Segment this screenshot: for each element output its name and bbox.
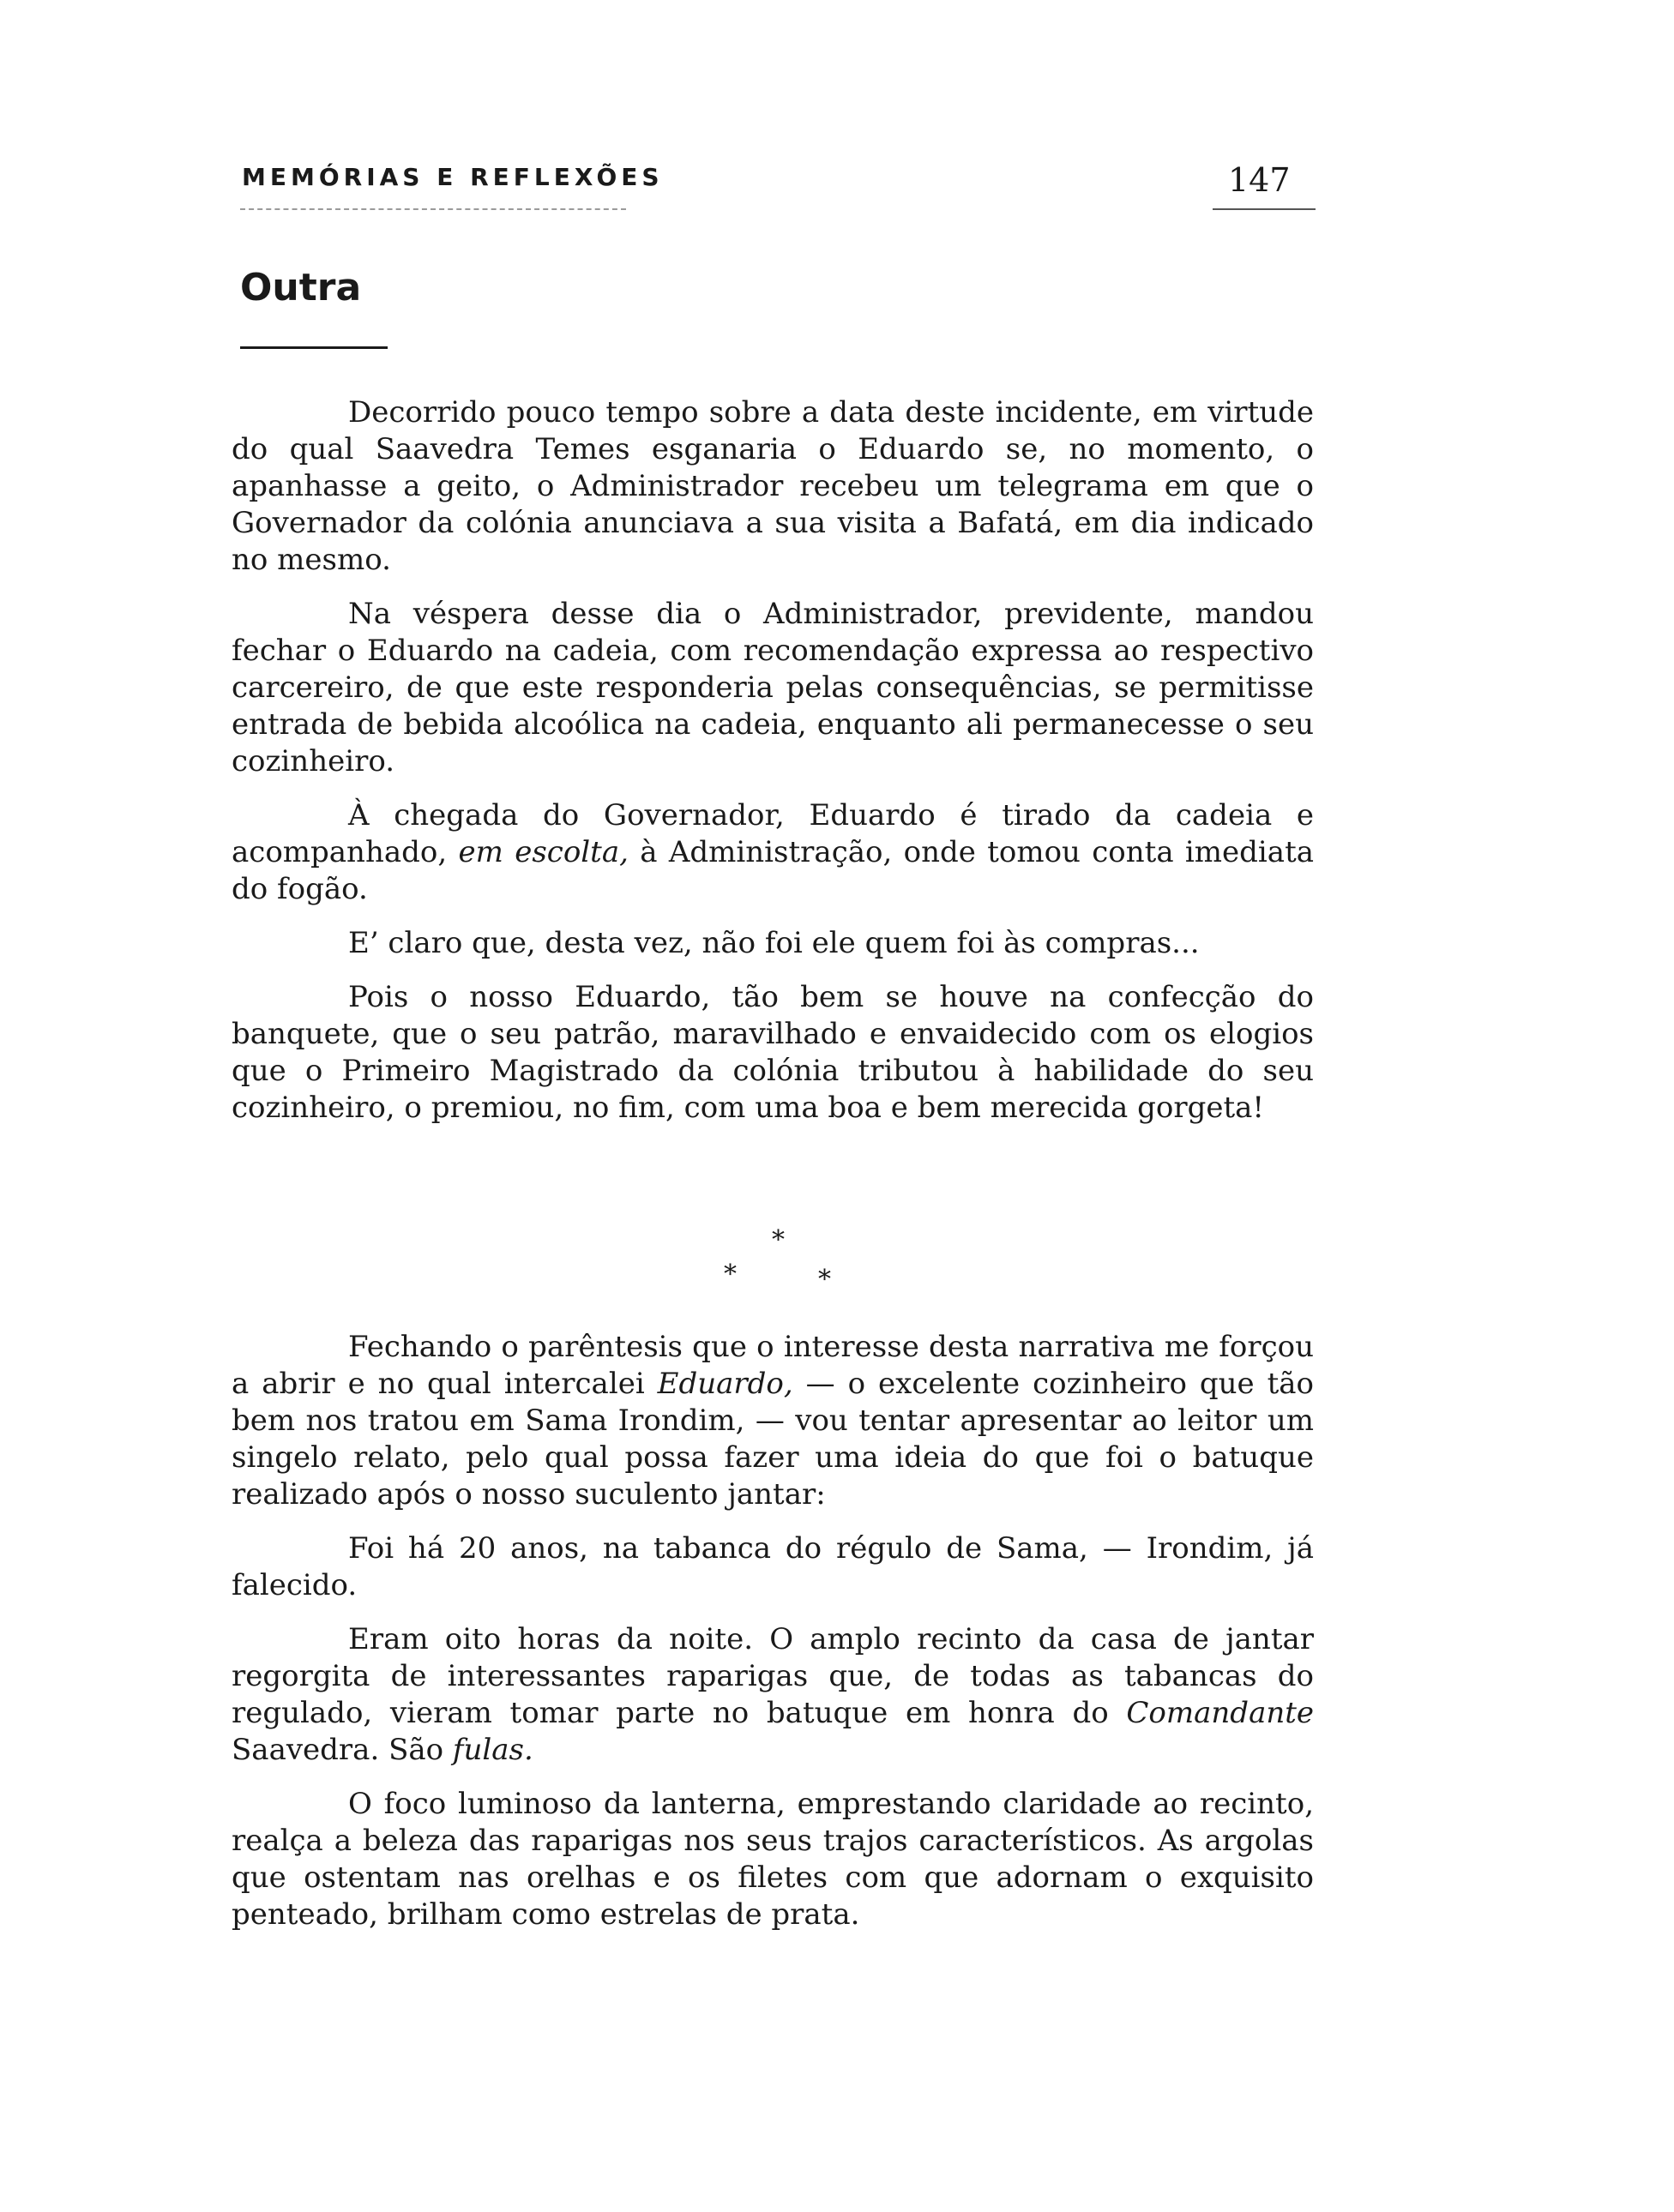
asterisk: * (724, 1259, 737, 1289)
paragraph: Decorrido pouco tempo sobre a data deste incidente, em virtude do qual Saavedra Temes esganaria o Eduardo se, no momento, o apanhasse a geito, o Administrador recebeu um telegrama em que o Governador da colónia anunciava a sua visita a Bafatá, em dia indicado no mesmo. (232, 395, 1314, 577)
paragraph-text: Saavedra. São (232, 1733, 444, 1767)
asterisk: * (772, 1225, 785, 1255)
page-number: 147 (1228, 161, 1291, 199)
italic-phrase: em escolta, (458, 835, 629, 869)
paragraph (232, 1329, 1314, 1513)
paragraph (232, 1621, 1314, 1769)
paragraph-text: Eram oito horas da noite. O amplo recinto da casa de jantar regorgita de interessantes raparigas que, de todas as tabancas do regulado, vieram tomar parte no batuque em honra do (232, 1622, 1314, 1730)
italic-phrase: Comandante (1126, 1696, 1315, 1730)
paragraph-text: À chegada do Governador, Eduardo é tirado da cadeia e acompanhado, (232, 798, 1314, 869)
paragraph-text: à Administração, onde tomou conta imediata do fogão. (232, 835, 1315, 906)
paragraph: Foi há 20 anos, na tabanca do régulo de Sama, — Irondim, já falecido. (232, 1531, 1314, 1602)
italic-phrase: Eduardo, (657, 1367, 793, 1401)
paragraph-text: Fechando o parêntesis que o interesse desta narrativa me forçou a abrir e no qual intercalei (232, 1330, 1314, 1401)
paragraph (232, 797, 1314, 908)
asterism-separator (703, 1217, 840, 1295)
running-title: MEMÓRIAS E REFLEXÕES (242, 163, 664, 191)
text-block-part-1 (232, 394, 1314, 1127)
header-rule-right (1213, 208, 1316, 210)
section-title: Outra (240, 266, 362, 310)
header-rule-left (240, 208, 626, 210)
paragraph: E’ claro que, desta vez, não foi ele quem foi às compras... (348, 926, 1200, 960)
paragraph: Na véspera desse dia o Administrador, previdente, mandou fechar o Eduardo na cadeia, com recomendação expressa ao respectivo carcereiro, de que este responderia pelas consequências, se permitisse entrada de bebida alcoólica na cadeia, enquanto ali permanecesse o seu cozinheiro. (232, 597, 1314, 778)
paragraph: Pois o nosso Eduardo, tão bem se houve na confecção do banquete, que o seu patrão, maravilhado e envaidecido com os elogios que o Primeiro Magistrado da colónia tributou à habilidade do seu cozinheiro, o premiou, no fim, com uma boa e bem merecida gorgeta! (232, 980, 1314, 1125)
paragraph: O foco luminoso da lanterna, emprestando claridade ao recinto, realça a beleza das raparigas nos seus trajos característicos. As argolas que ostentam nas orelhas e os filetes com que adornam o exquisito penteado, brilham como estrelas de prata. (232, 1787, 1314, 1932)
title-underline (240, 346, 388, 349)
asterisk: * (818, 1265, 831, 1295)
paragraph-text: — o excelente cozinheiro que tão bem nos tratou em Sama Irondim, — vou tentar apresentar ao leitor um singelo relato, pelo qual possa fazer uma ideia do que foi o batuque realizado após o nosso suculento jantar: (232, 1367, 1314, 1512)
italic-phrase: fulas. (452, 1733, 533, 1767)
text-block-part-2 (232, 1329, 1314, 1933)
